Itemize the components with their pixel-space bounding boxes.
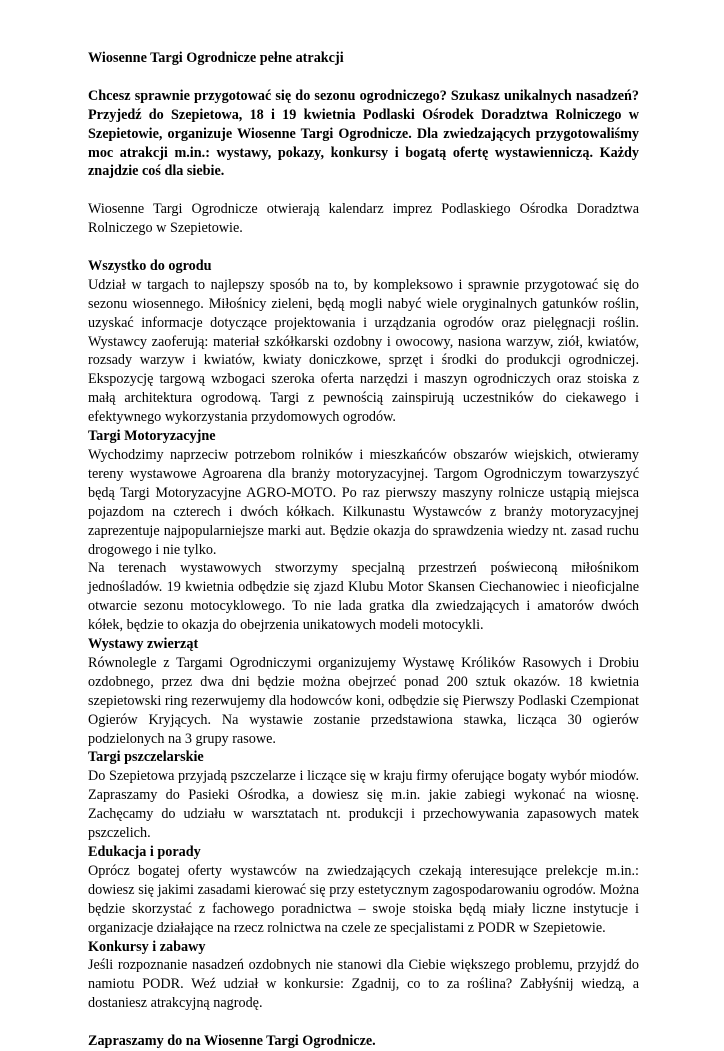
section-paragraph: Do Szepietowa przyjadą pszczelarze i liczące się w kraju firmy oferujące bogaty wybór miodów. Zapraszamy do Pasieki Ośrodka, a dowiesz się m.in. jakie zabiegi wykonać na wiosnę. Zachęcamy do udziału w warsztatach nt. produkcji i przechowywania zapasowych matek pszczelich. [88,768,639,842]
section-heading: Edukacja i porady [88,844,201,861]
section-heading: Targi pszczelarskie [88,749,204,766]
section-targi-motoryzacyjne [88,427,639,635]
section-paragraph: Jeśli rozpoznanie nasadzeń ozdobnych nie stanowi dla Ciebie większego problemu, przyjdź do namiotu PODR. Weź udział w konkursie: Zgadnij, co to za roślina? Zabłyśnij wiedzą, a dostaniesz atrakcyjną nagrodę. [88,957,639,1012]
section-heading: Wystawy zwierząt [88,636,199,653]
lead-paragraph: Chcesz sprawnie przygotować się do sezonu ogrodniczego? Szukasz unikalnych nasadzeń? Przyjedź do Szepietowa, 18 i 19 kwietnia Podlaski Ośrodek Doradztwa Rolniczego w Szepietowie, organizuje Wiosenne Targi Ogrodnicze. Dla zwiedzających przygotowaliśmy moc atrakcji m.in.: wystawy, pokazy, konkursy i bogatą ofertę wystawienniczą. Każdy znajdzie coś dla siebie. [88,87,639,180]
section-konkursy-i-zabawy [88,938,639,1014]
section-paragraph: Udział w targach to najlepszy sposób na to, by kompleksowo i sprawnie przygotować się do sezonu wiosennego. Miłośnicy zieleni, będą mogli nabyć wiele oryginalnych gatunków roślin, uzyskać informacje dotyczące projektowania i urządzania ogrodów oraz pielęgnacji roślin. Wystawcy zaoferują: materiał szkółkarski ozdobny i owocowy, nasiona warzyw, ziół, kwiatów, rozsady warzyw i kwiatów, kwiaty doniczkowe, sprzęt i środki do produkcji ogrodniczej. Ekspozycję targową wzbogaci szeroka oferta narzędzi i maszyn ogrodniczych oraz stoiska z małą architektura ogrodową. Targi z pewnością zainspirują uczestników do ciekawego i efektywnego wykorzystania przydomowych ogrodów. [88,276,639,426]
section-targi-pszczelarskie [88,748,639,843]
section-heading: Konkursy i zabawy [88,938,206,955]
intro-paragraph: Wiosenne Targi Ogrodnicze otwierają kalendarz imprez Podlaskiego Ośrodka Doradztwa Rolniczego w Szepietowie. [88,201,639,237]
section-wszystko-do-ogrodu [88,257,639,427]
section-heading: Wszystko do ogrodu [88,257,212,274]
section-paragraph: Równolegle z Targami Ogrodniczymi organizujemy Wystawę Królików Rasowych i Drobiu ozdobnego, przez dwa dni będzie można obejrzeć ponad 200 sztuk okazów. 18 kwietnia szepietowski ring rezerwujemy dla hodowców koni, odbędzie się Pierwszy Podlaski Czempionat Ogierów Kryjących. Na wystawie zostanie przedstawiona stawka, licząca 30 ogierów podzielonych na 3 grupy rasowe. [88,654,639,747]
document-title: Wiosenne Targi Ogrodnicze pełne atrakcji [88,50,344,66]
section-edukacja-i-porady [88,843,639,938]
section-paragraph: Oprócz bogatej oferty wystawców na zwiedzających czekają interesujące prelekcje m.in.: dowiesz się jakimi zasadami kierować się przy estetycznym zagospodarowaniu ogrodów. Można będzie skorzystać z fachowego poradnictwa – swoje stoiska będą miały liczne instytucje i organizacje działające na rzecz rolnictwa na czele ze specjalistami z PODR w Szepietowie. [88,862,639,936]
section-paragraph: Na terenach wystawowych stworzymy specjalną przestrzeń poświeconą miłośnikom jednośladów. 19 kwietnia odbędzie się zjazd Klubu Motor Skansen Ciechanowiec i nieoficjalne otwarcie sezonu motocyklowego. To nie lada gratka dla zwiedzających i amatorów dwóch kółek, będzie to okazja do obejrzenia unikatowych modeli motocykli. [88,560,639,634]
section-wystawy-zwierzat [88,635,639,748]
spacer [88,181,639,200]
section-paragraph: Wychodzimy naprzeciw potrzebom rolników i mieszkańców obszarów wiejskich, otwieramy tereny wystawowe Agroarena dla branży motoryzacyjnej. Targom Ogrodniczym towarzyszyć będą Targi Motoryzacyjne AGRO-MOTO. Po raz pierwszy maszyny rolnicze ustąpią miejsca pojazdom na czterech i dwóch kółkach. Kilkunastu Wystawców z branży motoryzacyjnej zaprezentuje najpopularniejsze marki aut. Będzie okazja do sprawdzenia wiedzy nt. zasad ruchu drogowego i nie tylko. [88,446,639,558]
spacer [88,238,639,257]
spacer [88,1013,639,1032]
document-page [88,49,639,1051]
spacer [88,68,639,87]
section-heading: Targi Motoryzacyjne [88,428,216,445]
closing-line: Zapraszamy do na Wiosenne Targi Ogrodnicze. [88,1033,376,1050]
